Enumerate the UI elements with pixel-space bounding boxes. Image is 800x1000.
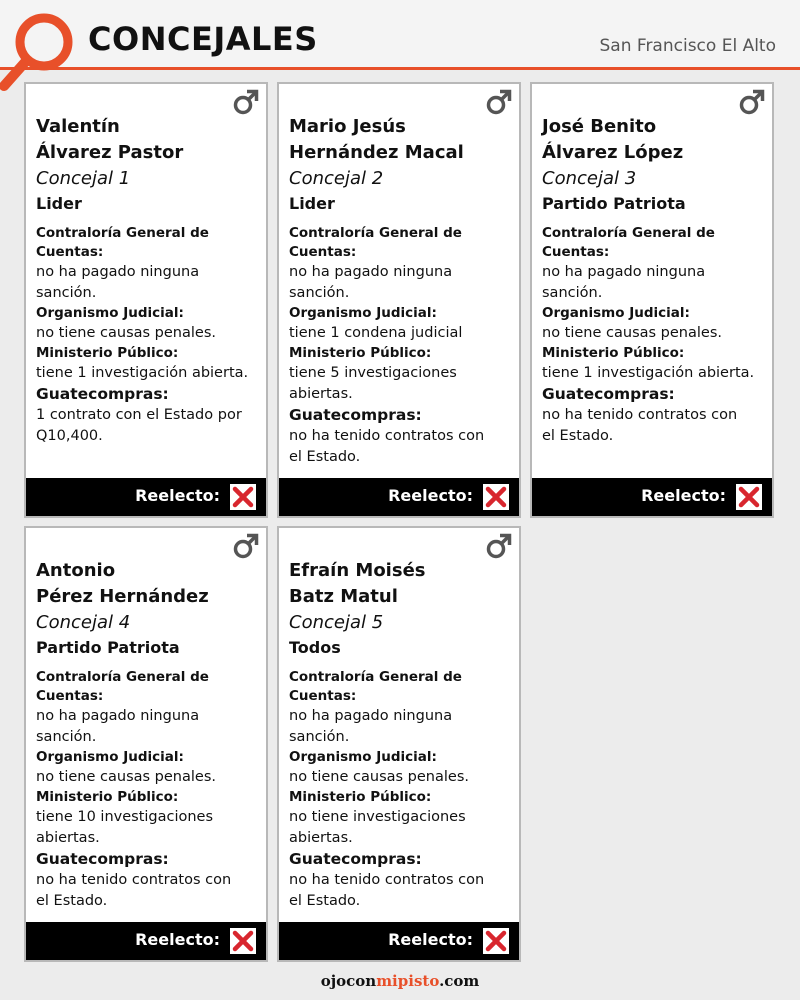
councilor-last-name: Álvarez Pastor [36, 142, 184, 163]
guatecompras-text: el Estado. [289, 893, 361, 909]
guatecompras-text: no ha tenido contratos con [289, 872, 485, 888]
guatecompras-label: Guatecompras: [36, 385, 169, 403]
councilor-role: Concejal 5 [289, 612, 384, 633]
brand-part-highlight: mipisto [376, 972, 440, 990]
guatecompras-text: el Estado. [289, 449, 361, 465]
reelecto-label: Reelecto: [135, 930, 220, 949]
councilor-card [277, 82, 521, 518]
cross-icon [483, 928, 509, 954]
cross-icon [483, 484, 509, 510]
councilor-card [24, 82, 268, 518]
contraloria-text: no ha pagado ninguna [36, 708, 200, 724]
guatecompras-label: Guatecompras: [289, 406, 422, 424]
ministerio-text: tiene 1 investigación abierta. [36, 365, 249, 381]
organismo-text: tiene 1 condena judicial [289, 325, 463, 341]
page-title: CONCEJALES [88, 20, 318, 58]
councilor-party: Partido Patriota [36, 638, 180, 657]
ministerio-text: no tiene investigaciones [289, 809, 466, 825]
councilor-last-name: Álvarez López [542, 142, 684, 163]
guatecompras-text: Q10,400. [36, 428, 103, 444]
reelection-footer [532, 478, 772, 516]
councilor-last-name: Hernández Macal [289, 142, 464, 163]
reelection-footer [26, 478, 266, 516]
organismo-label: Organismo Judicial: [289, 749, 437, 765]
contraloria-text: sanción. [36, 285, 97, 301]
councilor-card [24, 526, 268, 962]
ministerio-text: tiene 5 investigaciones [289, 365, 457, 381]
ministerio-text: tiene 1 investigación abierta. [542, 365, 755, 381]
councilor-card [530, 82, 774, 518]
councilor-last-name: Pérez Hernández [36, 586, 209, 607]
ministerio-label: Ministerio Público: [542, 345, 685, 361]
male-icon [232, 88, 260, 116]
contraloria-text: no ha pagado ninguna [36, 264, 200, 280]
cross-icon [736, 484, 762, 510]
cross-icon [230, 928, 256, 954]
guatecompras-text: no ha tenido contratos con [36, 872, 232, 888]
ministerio-label: Ministerio Público: [36, 345, 179, 361]
organismo-text: no tiene causas penales. [542, 325, 722, 341]
reelecto-label: Reelecto: [388, 930, 473, 949]
ministerio-text: abiertas. [36, 830, 100, 846]
reelection-footer [279, 478, 519, 516]
contraloria-text: sanción. [289, 729, 350, 745]
contraloria-label: Contraloría General de Cuentas: [289, 669, 462, 704]
contraloria-label: Contraloría General de Cuentas: [542, 225, 715, 260]
contraloria-label: Contraloría General de Cuentas: [289, 225, 462, 260]
contraloria-text: no ha pagado ninguna [542, 264, 706, 280]
organismo-label: Organismo Judicial: [36, 749, 184, 765]
councilor-role: Concejal 3 [542, 168, 637, 189]
councilor-party: Lider [36, 194, 82, 213]
location-label: San Francisco El Alto [599, 36, 776, 56]
guatecompras-text: 1 contrato con el Estado por [36, 407, 242, 423]
councilor-role: Concejal 2 [289, 168, 384, 189]
contraloria-text: sanción. [542, 285, 603, 301]
contraloria-text: no ha pagado ninguna [289, 708, 453, 724]
contraloria-text: no ha pagado ninguna [289, 264, 453, 280]
guatecompras-label: Guatecompras: [289, 850, 422, 868]
contraloria-text: sanción. [36, 729, 97, 745]
reelecto-label: Reelecto: [388, 486, 473, 505]
organismo-text: no tiene causas penales. [36, 325, 216, 341]
councilor-last-name: Batz Matul [289, 586, 398, 607]
organismo-text: no tiene causas penales. [36, 769, 216, 785]
guatecompras-label: Guatecompras: [542, 385, 675, 403]
ministerio-text: abiertas. [289, 830, 353, 846]
male-icon [485, 532, 513, 560]
councilor-party: Partido Patriota [542, 194, 686, 213]
councilor-role: Concejal 1 [36, 168, 131, 189]
organismo-label: Organismo Judicial: [289, 305, 437, 321]
reelection-footer [26, 922, 266, 960]
ministerio-text: tiene 10 investigaciones [36, 809, 214, 825]
guatecompras-text: no ha tenido contratos con [542, 407, 738, 423]
guatecompras-text: no ha tenido contratos con [289, 428, 485, 444]
cross-icon [230, 484, 256, 510]
reelecto-label: Reelecto: [135, 486, 220, 505]
male-icon [485, 88, 513, 116]
organismo-text: no tiene causas penales. [289, 769, 469, 785]
organismo-label: Organismo Judicial: [36, 305, 184, 321]
councilor-party: Todos [289, 638, 341, 657]
reelecto-label: Reelecto: [641, 486, 726, 505]
male-icon [738, 88, 766, 116]
councilor-first-name: Mario Jesús [289, 116, 406, 137]
contraloria-text: sanción. [289, 285, 350, 301]
organismo-label: Organismo Judicial: [542, 305, 690, 321]
councilor-first-name: Valentín [36, 116, 120, 137]
contraloria-label: Contraloría General de Cuentas: [36, 225, 209, 260]
header [0, 0, 800, 70]
councilor-role: Concejal 4 [36, 612, 131, 633]
councilor-first-name: Antonio [36, 560, 116, 581]
councilor-first-name: José Benito [542, 116, 657, 137]
contraloria-label: Contraloría General de Cuentas: [36, 669, 209, 704]
councilor-card [277, 526, 521, 962]
councilor-party: Lider [289, 194, 335, 213]
guatecompras-label: Guatecompras: [36, 850, 169, 868]
ministerio-label: Ministerio Público: [36, 789, 179, 805]
reelection-footer [279, 922, 519, 960]
ministerio-text: abiertas. [289, 386, 353, 402]
brand-part: .com [439, 972, 480, 990]
site-brand[interactable] [0, 972, 800, 990]
councilor-first-name: Efraín Moisés [289, 560, 426, 581]
guatecompras-text: el Estado. [542, 428, 614, 444]
brand-part: ojocon [320, 972, 377, 990]
male-icon [232, 532, 260, 560]
ministerio-label: Ministerio Público: [289, 789, 432, 805]
guatecompras-text: el Estado. [36, 893, 108, 909]
ministerio-label: Ministerio Público: [289, 345, 432, 361]
